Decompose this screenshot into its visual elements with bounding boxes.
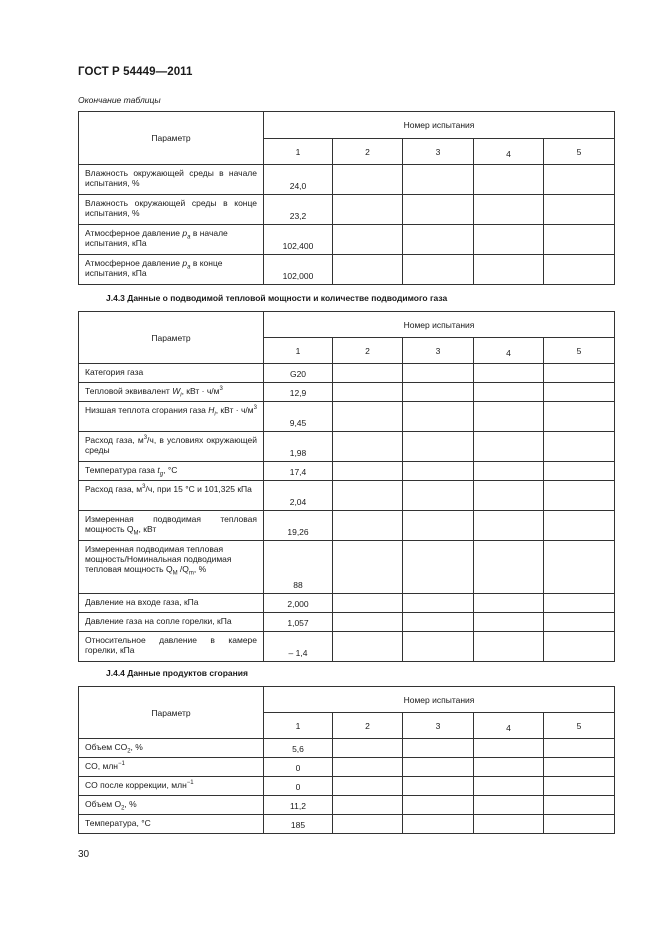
column-header-3: 3 (403, 713, 474, 739)
table-row (79, 758, 615, 777)
column-header-5: 5 (544, 139, 615, 165)
row-value: 0 (264, 777, 333, 796)
column-header-2: 2 (333, 139, 403, 165)
column-header-3: 3 (403, 338, 474, 364)
column-header-parameter: Параметр (79, 687, 264, 739)
row-label: Расход газа, $м^3/ч$, при 15 °C и 101,325 кПа (79, 481, 264, 511)
row-value: 9,45 (264, 402, 333, 432)
row-value: 102,400 (264, 225, 333, 255)
column-header-5: 5 (544, 713, 615, 739)
table-row (79, 594, 615, 613)
table-ambient-conditions (78, 111, 615, 285)
row-value: 24,0 (264, 165, 333, 195)
row-value: 2,04 (264, 481, 333, 511)
table-row (79, 383, 615, 402)
row-value: 23,2 (264, 195, 333, 225)
table-row (79, 613, 615, 632)
table-heat-input (78, 311, 615, 662)
column-header-2: 2 (333, 338, 403, 364)
row-label: Влажность окружающей среды в начале испытания, % (79, 165, 264, 195)
column-header-parameter: Параметр (79, 112, 264, 165)
table-row (79, 632, 615, 662)
row-value: 185 (264, 815, 333, 834)
row-label: Давление на входе газа, кПа (79, 594, 264, 613)
row-value: G20 (264, 364, 333, 383)
row-value: 102,000 (264, 255, 333, 285)
row-value: 19,26 (264, 511, 333, 541)
row-label: Температура газа $t_g$, °C (79, 462, 264, 481)
row-label: Категория газа (79, 364, 264, 383)
table-row (79, 777, 615, 796)
row-label: Температура, °C (79, 815, 264, 834)
row-label: Объем $CO_2$, % (79, 739, 264, 758)
section-title-combustion-products: J.4.4 Данные продуктов сгорания (106, 668, 248, 678)
column-header-test-number: Номер испытания (264, 312, 615, 338)
row-label: Измеренная подводимая тепловая мощность $Q_M$, кВт (79, 511, 264, 541)
table-row (79, 815, 615, 834)
column-header-test-number: Номер испытания (264, 687, 615, 713)
row-label: Давление газа на сопле горелки, кПа (79, 613, 264, 632)
row-label: Расход газа, $м^3/ч$, в условиях окружающей среды (79, 432, 264, 462)
table-combustion-products (78, 686, 615, 834)
table-row (79, 225, 615, 255)
table-row (79, 462, 615, 481)
row-value: 17,4 (264, 462, 333, 481)
column-header-1: 1 (264, 338, 333, 364)
row-value: 11,2 (264, 796, 333, 815)
table-row (79, 481, 615, 511)
table-row (79, 541, 615, 594)
column-header-parameter: Параметр (79, 312, 264, 364)
table-row (79, 402, 615, 432)
column-header-3: 3 (403, 139, 474, 165)
row-label: Влажность окружающей среды в конце испытания, % (79, 195, 264, 225)
row-value: 1,98 (264, 432, 333, 462)
page-number: 30 (78, 849, 90, 860)
section-title-gas-input: J.4.3 Данные о подводимой тепловой мощности и количестве подводимого газа (106, 293, 448, 303)
row-label: Измеренная подводимая тепловая мощность/Номинальная подводимая тепловая мощность $Q_M$ $/Q_m$, % (79, 541, 264, 594)
row-value: 12,9 (264, 383, 333, 402)
table-row (79, 511, 615, 541)
table-row (79, 796, 615, 815)
row-value: 2,000 (264, 594, 333, 613)
row-label: Атмосферное давление $p_a$ в начале испытания, кПа (79, 225, 264, 255)
row-label: Низшая теплота сгорания газа $H_i$, кВт · $ч/м^3$ (79, 402, 264, 432)
row-label: CO после коррекции, млн$^{-1}$ (79, 777, 264, 796)
table-row (79, 255, 615, 285)
row-value: 5,6 (264, 739, 333, 758)
row-label: Тепловой эквивалент $W_i$, кВт · $ч/м^3$ (79, 383, 264, 402)
column-header-1: 1 (264, 713, 333, 739)
column-header-4: 4 (474, 338, 544, 364)
table-row (79, 364, 615, 383)
row-label: Объем $O_2$, % (79, 796, 264, 815)
table-row (79, 195, 615, 225)
column-header-test-number: Номер испытания (264, 112, 615, 139)
document-header: ГОСТ Р 54449—2011 (78, 66, 193, 78)
column-header-2: 2 (333, 713, 403, 739)
column-header-4: 4 (474, 139, 544, 165)
table-row (79, 739, 615, 758)
row-label: Относительное давление в камере горелки, кПа (79, 632, 264, 662)
table-continuation-note: Окончание таблицы (78, 95, 161, 105)
row-value: 0 (264, 758, 333, 777)
row-value: 88 (264, 541, 333, 594)
column-header-5: 5 (544, 338, 615, 364)
column-header-4: 4 (474, 713, 544, 739)
column-header-1: 1 (264, 139, 333, 165)
row-value: 1,057 (264, 613, 333, 632)
row-value: – 1,4 (264, 632, 333, 662)
table-row (79, 432, 615, 462)
row-label: CO, млн$^{-1}$ (79, 758, 264, 777)
row-label: Атмосферное давление $p_a$ в конце испытания, кПа (79, 255, 264, 285)
table-row (79, 165, 615, 195)
